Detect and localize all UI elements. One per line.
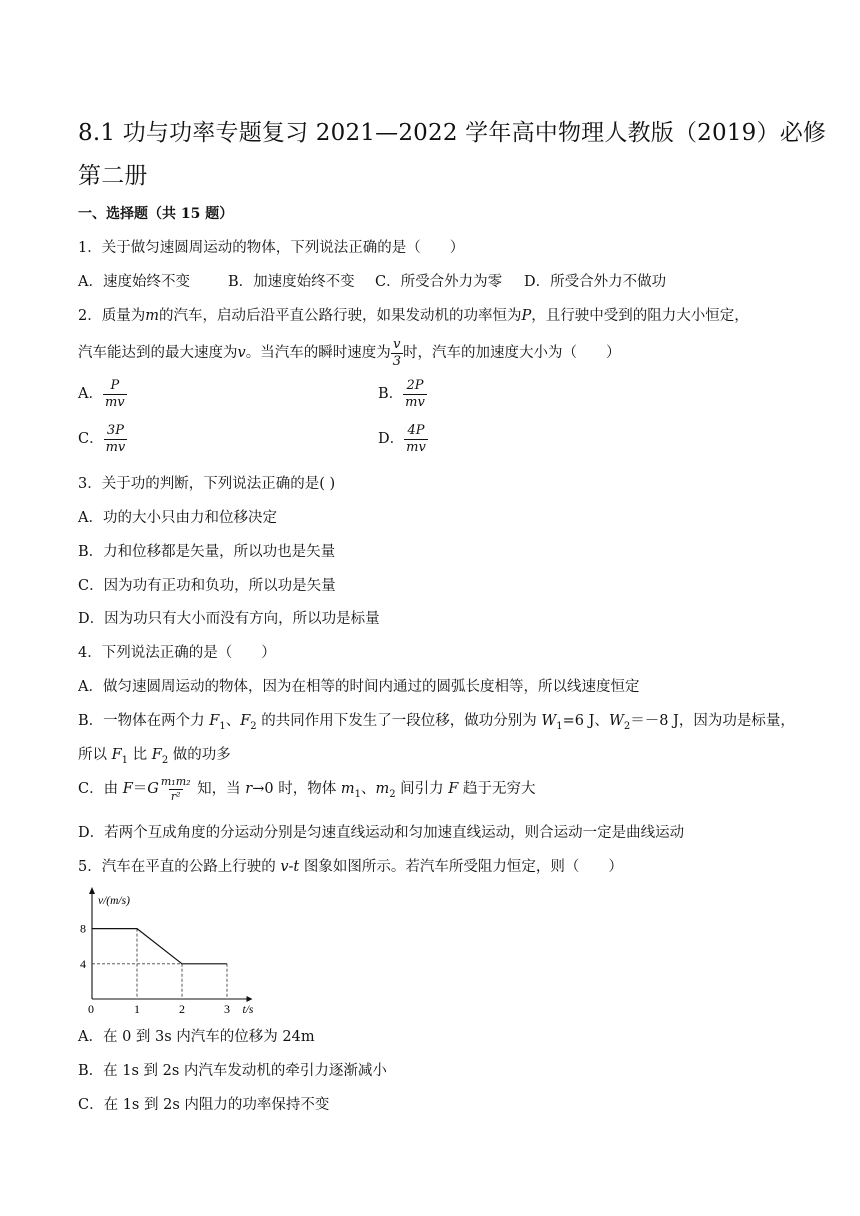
section-heading: 一、选择题（共 15 题） xyxy=(78,206,234,222)
q5-stem: 5．汽车在平直的公路上行驶的 v-t 图象如图所示。若汽车所受阻力恒定，则（ ） xyxy=(78,859,623,875)
q3-option-d: D．因为功只有大小而没有方向，所以功是标量 xyxy=(78,611,380,627)
vt-series-line xyxy=(92,929,227,964)
q3-option-c: C．因为功有正功和负功，所以功是矢量 xyxy=(78,578,336,594)
q1-option-d: D．所受合外力不做功 xyxy=(524,274,667,290)
q4-option-a: A．做匀速圆周运动的物体，因为在相等的时间内通过的圆弧长度相等，所以线速度恒定 xyxy=(78,679,640,695)
q2-option-c: C． $\frac{3P}{mv}$ xyxy=(78,423,126,455)
y-tick-label-4: 4 xyxy=(80,956,86,971)
q1-option-b: B．加速度始终不变 xyxy=(228,274,355,290)
y-axis-label: v/(m/s) xyxy=(98,895,130,907)
y-axis-arrow xyxy=(89,887,95,894)
q2-stem-line2: 汽车能达到的最大速度为v。当汽车的瞬时速度为 $\frac{v}{3}$ 时，汽车的加速度大小为（ ） xyxy=(78,337,621,369)
q2-option-c-frac: $\frac{3P}{mv}$ xyxy=(105,423,126,455)
q3-option-b: B．力和位移都是矢量，所以功也是矢量 xyxy=(78,544,336,560)
q2-stem: 2．质量为m的汽车，启动后沿平直公路行驶，如果发动机的功率恒为P，且行驶中受到的阻力大小恒定， xyxy=(78,308,749,324)
q5-option-c: C．在 1s 到 2s 内阻力的功率保持不变 xyxy=(78,1097,330,1113)
q1-option-c: C．所受合外力为零 xyxy=(375,274,503,290)
q2-option-a: A． $\frac{P}{mv}$ xyxy=(78,378,125,410)
q5-option-b: B．在 1s 到 2s 内汽车发动机的牵引力逐渐减小 xyxy=(78,1063,387,1079)
gravity-fraction: $\frac{\text{m₁m₂}}{\text{r²}}$ xyxy=(160,775,191,803)
doc-title-line2: 第二册 xyxy=(78,163,148,189)
q4-stem: 4．下列说法正确的是（ ） xyxy=(78,645,276,661)
x-tick-label-1: 1 xyxy=(134,1002,140,1016)
q4-option-c: C．由 F＝G $\frac{\text{m₁m₂}}{\text{r²}}$ 知，当 r→0 时，物体 $m_1$、$m_2$ 间引力 F 趋于无穷大 xyxy=(78,775,536,803)
x-tick-label-3: 3 xyxy=(224,1002,230,1016)
q4-option-b: B．一物体在两个力 $F_1$、$F_2$ 的共同作用下发生了一段位移，做功分别为 $W_1=6$ J、$W_2=-8$ J，因为功是标量， xyxy=(78,713,795,732)
q5-option-a: A．在 0 到 3s 内汽车的位移为 24m xyxy=(78,1029,315,1045)
q2-option-b-frac: $\frac{2P}{mv}$ xyxy=(405,378,425,410)
x-axis-label: t/s xyxy=(242,1004,254,1016)
q3-stem: 3．关于功的判断，下列说法正确的是( ) xyxy=(78,476,336,492)
q2-option-d: D． $\frac{4P}{mv}$ xyxy=(378,423,426,455)
fraction-v-over-3: $\frac{v}{3}$ xyxy=(392,337,401,369)
x-axis-arrow xyxy=(247,996,253,1002)
q3-option-a: A．功的大小只由力和位移决定 xyxy=(78,510,277,526)
x-tick-label-2: 2 xyxy=(179,1002,185,1016)
q2-option-d-frac: $\frac{4P}{mv}$ xyxy=(406,423,426,455)
q2-option-a-frac: $\frac{P}{mv}$ xyxy=(104,378,125,410)
vt-graph xyxy=(78,882,258,1017)
x-tick-label-0: 0 xyxy=(88,1002,94,1016)
q4-option-d: D．若两个互成角度的分运动分别是匀速直线运动和匀加速直线运动，则合运动一定是曲线运动 xyxy=(78,825,685,841)
q4-option-b-line2: 所以 $F_1$ 比 $F_2$ 做的功多 xyxy=(78,747,231,766)
y-tick-label-8: 8 xyxy=(80,921,86,936)
doc-title-line1: 8.1 功与功率专题复习 2021—2022 学年高中物理人教版（2019）必修 xyxy=(78,120,827,146)
q1-stem: 1．关于做匀速圆周运动的物体，下列说法正确的是（ ） xyxy=(78,240,465,256)
q1-option-a: A．速度始终不变 xyxy=(78,274,190,290)
q2-option-b: B． $\frac{2P}{mv}$ xyxy=(378,378,425,410)
